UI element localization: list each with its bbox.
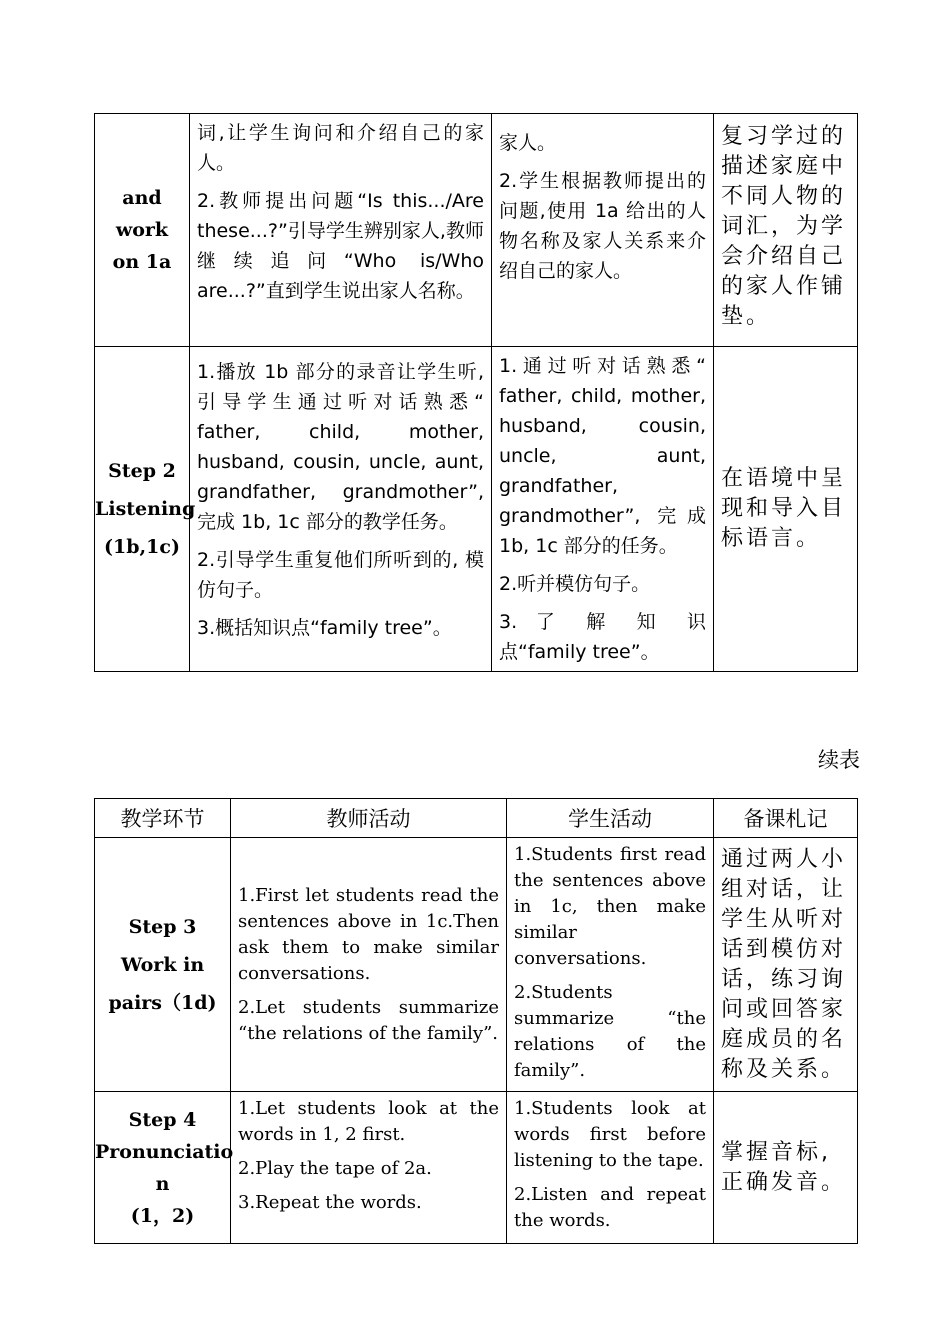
student-activity-text: 2.听并模仿句子。 bbox=[499, 573, 651, 595]
teacher-activity-text: 3.概括知识点“family tree”。 bbox=[197, 617, 452, 639]
column-header: 学生活动 bbox=[507, 799, 714, 838]
table-row bbox=[95, 838, 858, 1092]
teacher-activity-text: 2.Play the tape of 2a. bbox=[238, 1158, 432, 1179]
step-line: work bbox=[115, 219, 169, 241]
table-row bbox=[95, 1092, 858, 1244]
step-line: Pronunciatio bbox=[95, 1140, 234, 1163]
step-line: pairs（1d) bbox=[108, 991, 217, 1014]
student-activity-cell bbox=[507, 1092, 714, 1244]
student-activity-text: 2.学生根据教师提出的问题,使用 1a 给出的人物名称及家人关系来介绍自己的家人。 bbox=[499, 170, 706, 282]
student-activity-text: 1.Students first read the sentences above in 1c, then make similar conversations. bbox=[514, 844, 706, 969]
notes-text: 复习学过的描述家庭中不同人物的词汇，为学会介绍自己的家人作铺垫。 bbox=[721, 124, 847, 329]
student-activity-text: 家人。 bbox=[499, 132, 557, 154]
table-row bbox=[95, 114, 858, 347]
teacher-activity-text: 词,让学生询问和介绍自己的家人。 bbox=[197, 122, 484, 174]
step-line: Work in bbox=[120, 953, 205, 976]
teacher-activity-text: 3.Repeat the words. bbox=[238, 1192, 422, 1213]
step-cell bbox=[95, 114, 190, 347]
teacher-activity-text: 1.播放 1b 部分的录音让学生听, 引导学生通过听对话熟悉“ father, child, mother, husband, cousin, uncle, aunt, grandfather, grandmother”, 完成 1b, 1c 部分的教学任务。 bbox=[197, 361, 484, 533]
table-row bbox=[95, 347, 858, 672]
teacher-activity-cell bbox=[190, 114, 492, 347]
step-cell bbox=[95, 838, 231, 1092]
step-line: on 1a bbox=[112, 251, 172, 273]
teacher-activity-cell bbox=[190, 347, 492, 672]
teacher-activity-text: 1.First let students read the sentences above in 1c.Then ask them to make similar conversations. bbox=[238, 884, 499, 984]
teacher-activity-text: 2.教师提出问题“Is this.../Are these...?”引导学生辨别家人,教师继续追问“Who is/Who are...?”直到学生说出家人名称。 bbox=[197, 190, 484, 302]
student-activity-text: 1.Students look at words first before listening to the tape. bbox=[514, 1098, 706, 1171]
teacher-activity-text: 2.引导学生重复他们所听到的, 模仿句子。 bbox=[197, 549, 484, 601]
notes-cell bbox=[714, 347, 858, 672]
teacher-activity-text: 1.Let students look at the words in 1, 2 first. bbox=[238, 1098, 499, 1145]
step-line: (1b,1c) bbox=[104, 536, 180, 558]
student-activity-text: 2.Listen and repeat the words. bbox=[514, 1184, 706, 1231]
notes-text: 在语境中呈现和导入目标语言。 bbox=[721, 466, 847, 551]
notes-cell bbox=[714, 838, 858, 1092]
teacher-activity-cell bbox=[231, 1092, 507, 1244]
notes-cell bbox=[714, 1092, 858, 1244]
continued-label: 续表 bbox=[818, 748, 860, 772]
student-activity-cell bbox=[492, 114, 714, 347]
step-line: Listening bbox=[95, 498, 196, 520]
student-activity-text: 1.通过听对话熟悉“ father, child, mother, husband, cousin, uncle, aunt, grandfather, grandmother”, 完成 1b, 1c 部分的任务。 bbox=[499, 355, 706, 557]
lesson-table-2 bbox=[94, 798, 858, 1244]
table-header-row bbox=[95, 799, 858, 838]
step-line: and bbox=[122, 187, 162, 209]
teacher-activity-cell bbox=[231, 838, 507, 1092]
step-line: Step 3 bbox=[128, 915, 197, 938]
step-cell bbox=[95, 347, 196, 672]
column-header: 教师活动 bbox=[231, 799, 507, 838]
student-activity-text: 2.Students summarize “the relations of the family”. bbox=[514, 982, 706, 1081]
student-activity-text: 3. 了 解 知 识 点“family tree”。 bbox=[499, 611, 706, 663]
column-header: 教学环节 bbox=[95, 799, 231, 838]
student-activity-cell bbox=[492, 347, 714, 672]
step-line: n bbox=[155, 1172, 170, 1195]
lesson-table-1 bbox=[94, 113, 858, 672]
step-cell bbox=[95, 1092, 234, 1244]
notes-cell bbox=[714, 114, 858, 347]
notes-text: 通过两人小组对话，让学生从听对话到模仿对话，练习询问或回答家庭成员的名称及关系。 bbox=[721, 846, 847, 1082]
column-header: 备课札记 bbox=[714, 799, 858, 838]
step-line: (1，2) bbox=[130, 1204, 195, 1227]
step-line: Step 2 bbox=[108, 460, 176, 482]
student-activity-cell bbox=[507, 838, 714, 1092]
notes-text: 掌握音标,正确发音。 bbox=[721, 1139, 847, 1195]
teacher-activity-text: 2.Let students summarize “the relations of the family”. bbox=[238, 996, 499, 1044]
step-line: Step 4 bbox=[128, 1108, 197, 1131]
